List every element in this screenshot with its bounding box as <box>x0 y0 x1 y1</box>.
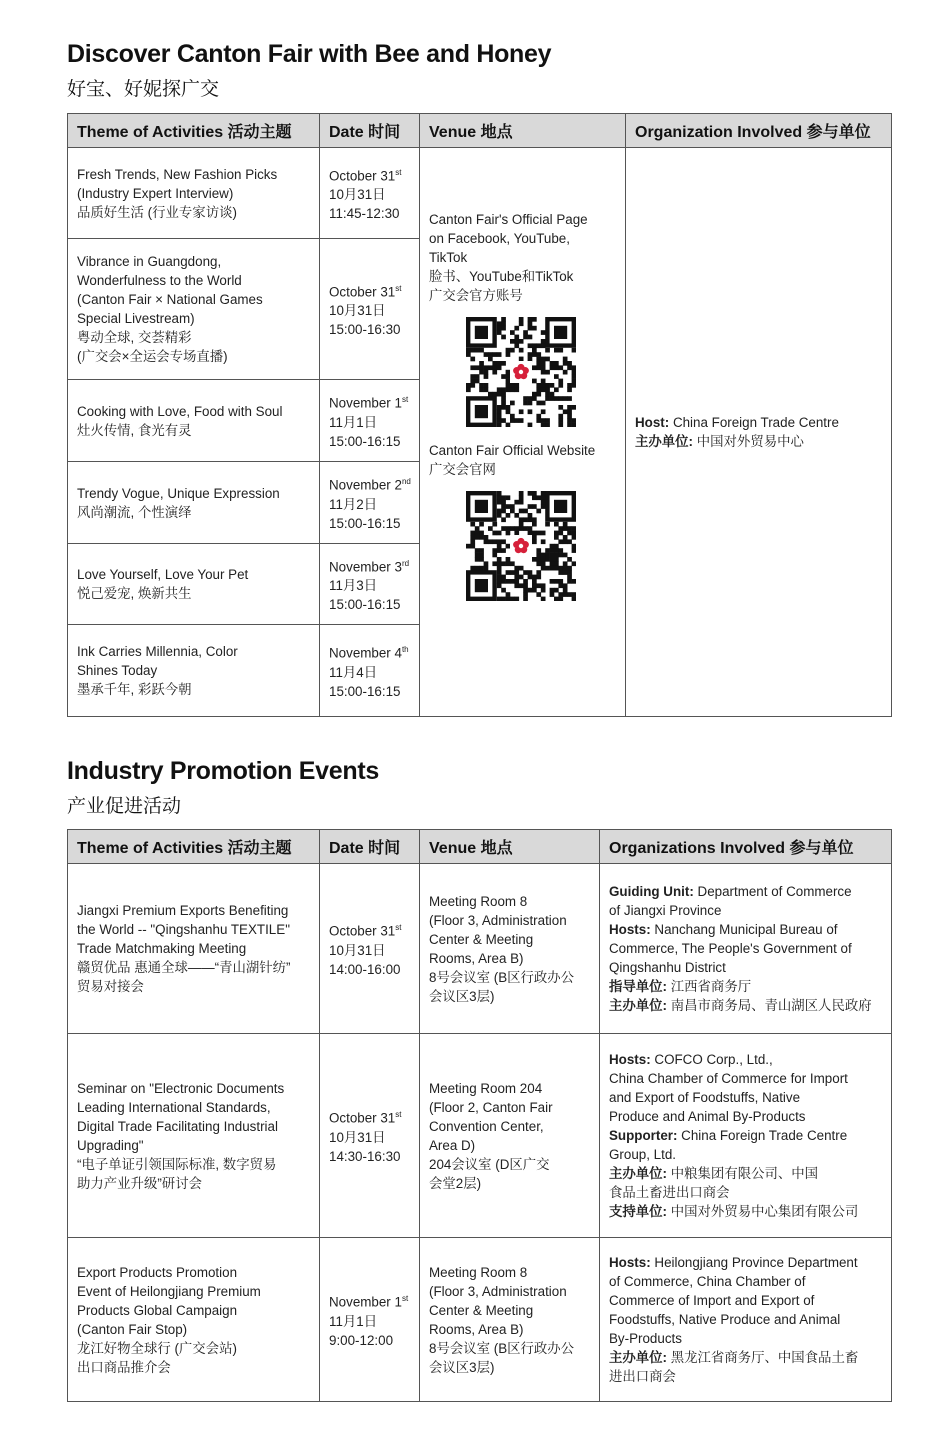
date-line: 11月3日 <box>329 578 378 594</box>
venue-line: Convention Center, <box>429 1118 544 1134</box>
table-row <box>68 864 892 1034</box>
org-line: 主办单位: 中粮集团有限公司、中国 <box>609 1166 819 1181</box>
venue-line: 会议区3层) <box>429 1359 495 1375</box>
theme-line: Shines Today <box>77 663 158 678</box>
time-line: 15:00-16:15 <box>329 515 401 531</box>
section1-subtitle: 好宝、好妮探广交 <box>67 78 220 100</box>
theme-cell <box>68 148 320 239</box>
date-line: November 2nd <box>329 477 411 493</box>
time-line: 15:00-16:15 <box>329 683 401 699</box>
org-line: China Chamber of Commerce for Import <box>609 1071 848 1086</box>
org-line: Group, Ltd. <box>609 1147 676 1162</box>
theme-line: “电子单证引领国际标准, 数字贸易 <box>77 1156 277 1172</box>
theme-line: (Industry Expert Interview) <box>77 185 234 201</box>
org-line: and Export of Foodstuffs, Native <box>609 1090 801 1105</box>
org-line: Hosts: Nanchang Municipal Bureau of <box>609 922 838 937</box>
venue-line: Canton Fair's Official Page <box>429 212 588 227</box>
time-line: 15:00-16:15 <box>329 433 401 449</box>
date-line: October 31st <box>329 1110 402 1126</box>
theme-line: Seminar on "Electronic Documents <box>77 1080 285 1096</box>
date-cell <box>320 1034 420 1238</box>
venue-line: 204会议室 (D区广交 <box>429 1156 550 1172</box>
date-cell <box>320 625 420 717</box>
theme-line: (广交会×全运会专场直播) <box>77 349 228 364</box>
date-cell <box>320 1238 420 1402</box>
venue-line: 8号会议室 (B区行政办公 <box>429 969 575 985</box>
table-row <box>68 148 892 239</box>
venue-line: Canton Fair Official Website <box>429 443 596 458</box>
date-cell <box>320 148 420 239</box>
theme-line: 贸易对接会 <box>77 979 144 994</box>
date-line: 11月4日 <box>329 664 378 680</box>
activities-table <box>67 113 892 717</box>
theme-line: Upgrading" <box>77 1137 144 1153</box>
venue-cell <box>420 1034 600 1238</box>
venue-line: 广交会官方账号 <box>429 288 523 303</box>
date-line: October 31st <box>329 283 402 300</box>
host-line: Host: China Foreign Trade Centre <box>635 415 839 430</box>
date-cell <box>320 462 420 544</box>
venue-line: on Facebook, YouTube, <box>429 231 570 246</box>
header-organization: Organization Involved 参与单位 <box>626 114 892 148</box>
theme-line: 助力产业升级”研讨会 <box>77 1175 202 1191</box>
date-line: 10月31日 <box>329 303 386 319</box>
venue-line: Meeting Room 204 <box>429 1080 543 1096</box>
venue-line: Center & Meeting <box>429 931 534 947</box>
org-line: Hosts: COFCO Corp., Ltd., <box>609 1052 773 1067</box>
qr-code-social[interactable] <box>466 317 576 427</box>
theme-line: Trade Matchmaking Meeting <box>77 941 247 956</box>
org-line: Commerce, The People's Government of <box>609 941 852 956</box>
venue-line: 8号会议室 (B区行政办公 <box>429 1340 575 1356</box>
venue-line: Rooms, Area B) <box>429 950 524 966</box>
venue-cell <box>420 864 600 1034</box>
theme-line: (Canton Fair Stop) <box>77 1321 188 1337</box>
qr-code-website[interactable] <box>466 491 576 601</box>
venue-line: Meeting Room 8 <box>429 1264 528 1280</box>
theme-line: 风尚潮流, 个性演绎 <box>77 504 192 520</box>
theme-line: Jiangxi Premium Exports Benefiting <box>77 903 289 918</box>
org-line: Guiding Unit: Department of Commerce <box>609 884 852 899</box>
time-line: 15:00-16:30 <box>329 322 401 338</box>
date-line: 10月31日 <box>329 187 386 203</box>
theme-line: (Canton Fair × National Games <box>77 292 263 307</box>
theme-line: Trendy Vogue, Unique Expression <box>77 485 280 501</box>
time-line: 11:45-12:30 <box>329 206 400 222</box>
theme-line: Digital Trade Facilitating Industrial <box>77 1118 278 1134</box>
org-line: of Commerce, China Chamber of <box>609 1274 806 1289</box>
promotion-events-table <box>67 829 892 1402</box>
venue-line: 脸书、YouTube和TikTok <box>429 269 574 284</box>
date-line: November 1st <box>329 1294 409 1310</box>
theme-cell <box>68 462 320 544</box>
org-line: Foodstuffs, Native Produce and Animal <box>609 1312 841 1327</box>
date-cell <box>320 864 420 1034</box>
org-line: Hosts: Heilongjiang Province Department <box>609 1255 858 1270</box>
venue-line: TikTok <box>429 250 468 265</box>
venue-line: 广交会官网 <box>429 462 496 477</box>
header-theme: Theme of Activities 活动主题 <box>68 830 320 864</box>
venue-line: (Floor 2, Canton Fair <box>429 1099 553 1115</box>
table-row <box>68 1238 892 1402</box>
theme-line: 悦己爱宠, 焕新共生 <box>77 586 192 601</box>
date-line: 11月1日 <box>329 1313 378 1329</box>
theme-cell <box>68 1238 320 1402</box>
time-line: 15:00-16:15 <box>329 597 401 613</box>
date-line: October 31st <box>329 923 402 939</box>
date-line: November 3rd <box>329 558 410 575</box>
theme-line: 品质好生活 (行业专家访谈) <box>77 204 237 220</box>
theme-line: Fresh Trends, New Fashion Picks <box>77 166 278 182</box>
org-line: Supporter: China Foreign Trade Centre <box>609 1128 848 1143</box>
theme-cell <box>68 544 320 625</box>
venue-line: 会堂2层) <box>429 1175 482 1191</box>
venue-line: Area D) <box>429 1137 476 1153</box>
header-venue: Venue 地点 <box>420 830 600 864</box>
section1-title: Discover Canton Fair with Bee and Honey <box>67 40 552 68</box>
venue-line: Center & Meeting <box>429 1302 534 1318</box>
theme-cell <box>68 239 320 380</box>
org-line: Produce and Animal By-Products <box>609 1109 806 1124</box>
theme-line: Export Products Promotion <box>77 1264 238 1280</box>
date-line: 11月2日 <box>329 496 378 512</box>
venue-line: 会议区3层) <box>429 988 495 1004</box>
theme-line: Cooking with Love, Food with Soul <box>77 403 283 419</box>
org-line: Qingshanhu District <box>609 960 726 975</box>
date-cell <box>320 380 420 462</box>
date-cell <box>320 239 420 380</box>
header-date: Date 时间 <box>320 114 420 148</box>
organization-cell <box>626 148 892 717</box>
header-date: Date 时间 <box>320 830 420 864</box>
theme-cell <box>68 1034 320 1238</box>
theme-cell <box>68 864 320 1034</box>
venue-cell <box>420 148 626 717</box>
org-line: 主办单位: 南昌市商务局、青山湖区人民政府 <box>609 998 872 1013</box>
theme-line: Leading International Standards, <box>77 1099 271 1115</box>
header-theme: Theme of Activities 活动主题 <box>68 114 320 148</box>
org-line: By-Products <box>609 1331 682 1346</box>
org-line: 进出口商会 <box>609 1369 676 1384</box>
venue-line: Meeting Room 8 <box>429 893 528 909</box>
theme-line: the World -- "Qingshanhu TEXTILE" <box>77 922 290 937</box>
org-line: 指导单位: 江西省商务厅 <box>609 979 752 994</box>
date-line: October 31st <box>329 167 402 184</box>
venue-cell <box>420 1238 600 1402</box>
section2-subtitle: 产业促进活动 <box>67 795 182 817</box>
org-line: 食品土畜进出口商会 <box>609 1185 730 1200</box>
theme-line: 出口商品推介会 <box>77 1359 171 1375</box>
org-line: of Jiangxi Province <box>609 903 722 918</box>
date-cell <box>320 544 420 625</box>
theme-line: 灶火传情, 食光有灵 <box>77 422 192 438</box>
org-line: 主办单位: 黑龙江省商务厅、中国食品土畜 <box>609 1350 859 1365</box>
theme-cell <box>68 380 320 462</box>
venue-line: Rooms, Area B) <box>429 1321 524 1337</box>
date-line: 10月31日 <box>329 1129 386 1145</box>
header-organization: Organizations Involved 参与单位 <box>600 830 892 864</box>
date-line: November 4th <box>329 645 409 661</box>
theme-line: Wonderfulness to the World <box>77 273 242 288</box>
theme-line: Products Global Campaign <box>77 1302 238 1318</box>
date-line: November 1st <box>329 395 409 411</box>
organization-cell <box>600 1238 892 1402</box>
organization-cell <box>600 864 892 1034</box>
theme-line: Love Yourself, Love Your Pet <box>77 567 249 582</box>
org-line: 支持单位: 中国对外贸易中心集团有限公司 <box>609 1204 859 1219</box>
venue-line: (Floor 3, Administration <box>429 912 567 928</box>
theme-line: 赣贸优品 惠通全球——“青山湖针纺” <box>77 960 291 975</box>
theme-line: Ink Carries Millennia, Color <box>77 644 238 659</box>
organization-cell <box>600 1034 892 1238</box>
theme-cell <box>68 625 320 717</box>
theme-line: 粤动全球, 交荟精彩 <box>77 330 192 345</box>
host-cn-line: 主办单位: 中国对外贸易中心 <box>635 434 804 449</box>
theme-line: 墨承千年, 彩跃今朝 <box>77 682 192 697</box>
time-line: 14:00-16:00 <box>329 961 401 977</box>
table-row <box>68 1034 892 1238</box>
section2-title: Industry Promotion Events <box>67 757 379 785</box>
theme-line: Event of Heilongjiang Premium <box>77 1283 261 1299</box>
theme-line: Vibrance in Guangdong, <box>77 254 222 269</box>
venue-line: (Floor 3, Administration <box>429 1283 567 1299</box>
date-line: 10月31日 <box>329 942 386 958</box>
date-line: 11月1日 <box>329 414 378 430</box>
org-line: Commerce of Import and Export of <box>609 1293 815 1308</box>
theme-line: Special Livestream) <box>77 311 195 326</box>
theme-line: 龙江好物全球行 (广交会站) <box>77 1340 237 1356</box>
header-venue: Venue 地点 <box>420 114 626 148</box>
time-line: 9:00-12:00 <box>329 1332 394 1348</box>
time-line: 14:30-16:30 <box>329 1148 401 1164</box>
